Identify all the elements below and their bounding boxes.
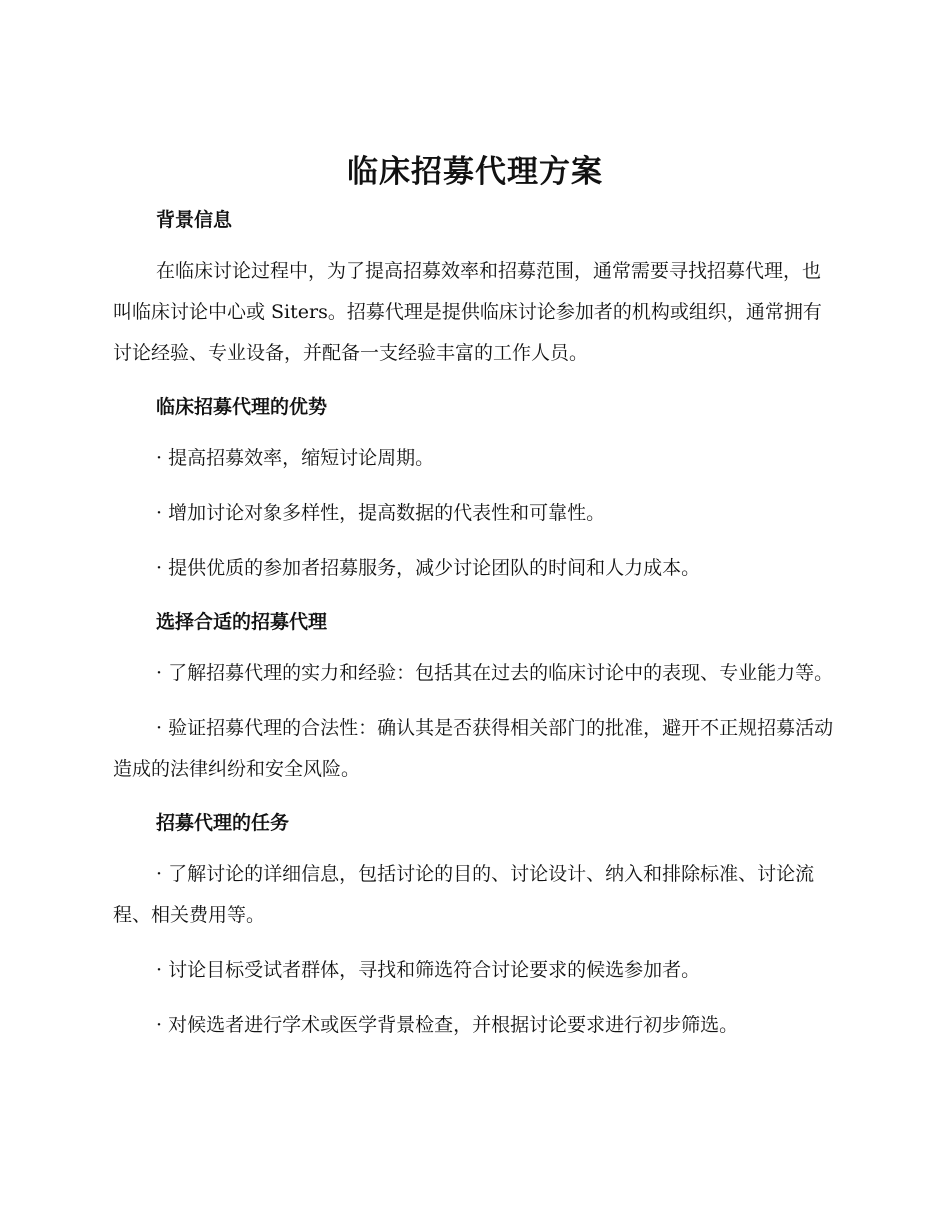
advantage-item: · 提高招募效率，缩短讨论周期。 xyxy=(156,447,435,469)
section-heading-tasks: 招募代理的任务 xyxy=(156,812,290,834)
task-item: · 对候选者进行学术或医学背景检查，并根据讨论要求进行初步筛选。 xyxy=(156,1014,739,1036)
section-heading-selection: 选择合适的招募代理 xyxy=(156,611,328,633)
task-item: · 讨论目标受试者群体，寻找和筛选符合讨论要求的候选参加者。 xyxy=(156,959,701,981)
advantage-item: · 增加讨论对象多样性，提高数据的代表性和可靠性。 xyxy=(156,502,606,524)
background-paragraph: 在临床讨论过程中，为了提高招募效率和招募范围，通常需要寻找招募代理，也叫临床讨论中心或 Siters。招募代理是提供临床讨论参加者的机构或组织，通常拥有讨论经验、专业设备，并配备一支经验丰富的工作人员。 xyxy=(113,260,822,364)
section-heading-advantages: 临床招募代理的优势 xyxy=(156,396,328,418)
document-body xyxy=(113,203,839,1046)
selection-item: · 了解招募代理的实力和经验：包括其在过去的临床讨论中的表现、专业能力等。 xyxy=(156,662,834,684)
advantage-item: · 提供优质的参加者招募服务，减少讨论团队的时间和人力成本。 xyxy=(156,557,701,579)
selection-item: · 验证招募代理的合法性：确认其是否获得相关部门的批准，避开不正规招募活动造成的法律纠纷和安全风险。 xyxy=(113,717,834,780)
task-item: · 了解讨论的详细信息，包括讨论的目的、讨论设计、纳入和排除标准、讨论流程、相关费用等。 xyxy=(113,863,815,926)
section-heading-background: 背景信息 xyxy=(156,209,233,231)
document-title: 临床招募代理方案 xyxy=(347,154,603,190)
